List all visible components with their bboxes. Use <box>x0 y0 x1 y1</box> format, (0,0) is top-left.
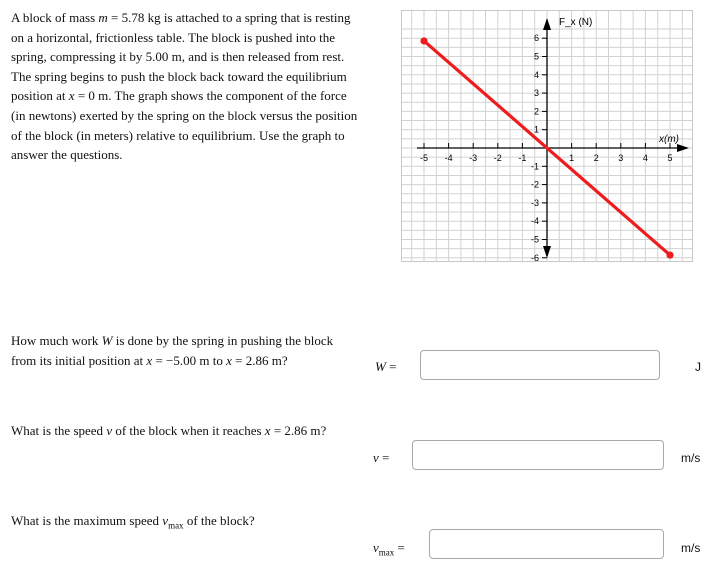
x-tick-label: 1 <box>569 153 575 163</box>
max-speed-unit: m/s <box>681 541 701 555</box>
speed-label: v = <box>373 450 390 465</box>
max-speed-answer-input[interactable] <box>429 529 664 559</box>
y-tick-label: -3 <box>530 197 539 208</box>
work-unit: J <box>695 360 701 374</box>
work-label: W = <box>375 359 397 374</box>
x-tick-label: 3 <box>618 153 624 163</box>
x-tick-label: -5 <box>419 153 429 163</box>
y-axis-label: F_x (N) <box>559 17 593 28</box>
y-tick-label: -2 <box>530 179 539 190</box>
x-axis-label: x(m) <box>659 134 679 145</box>
max-speed-label: $v_{max}$ = <box>373 540 405 558</box>
x-tick-label: -3 <box>469 153 478 163</box>
force-line-endpoint <box>420 37 427 44</box>
x-tick-label: -2 <box>493 153 502 163</box>
y-tick-label: 2 <box>533 106 539 117</box>
x-tick-label: -4 <box>444 153 453 163</box>
y-tick-label: 6 <box>533 33 539 44</box>
question-work: How much work W is done by the spring in pushing the block from its initial position at x = −5.00 m to x = 2.86 m? <box>11 333 334 368</box>
y-tick-label: 1 <box>533 124 539 135</box>
x-tick-label: -1 <box>518 153 527 163</box>
force-position-graph <box>401 10 693 262</box>
y-tick-label: -1 <box>530 161 539 172</box>
question-max-speed: What is the maximum speed $v_{max}$ of the block? <box>11 513 255 531</box>
y-tick-label: -4 <box>530 216 539 227</box>
force-line-endpoint <box>666 251 673 258</box>
y-tick-label: 4 <box>533 69 539 80</box>
y-tick-label: 5 <box>533 51 539 62</box>
x-tick-label: 5 <box>667 153 673 163</box>
x-tick-label: 2 <box>593 153 599 163</box>
x-tick-label: 4 <box>642 153 648 163</box>
work-answer-input[interactable] <box>420 350 660 380</box>
y-tick-label: -5 <box>530 234 539 245</box>
speed-answer-input[interactable] <box>412 440 664 470</box>
y-tick-label: -6 <box>530 252 539 262</box>
problem-statement: A block of mass m = 5.78 kg is attached to a spring that is resting on a horizontal, frictionless table. The block is pushed into the spring, compressing it by 5.00 m, and is then released from rest. The spring begins to push the block back toward the equilibrium position at x = 0 m. The graph shows the component of the force (in newtons) exerted by the spring on the block versus the position of the block (in meters) relative to equilibrium. Use the graph to answer the questions. <box>11 10 358 163</box>
speed-unit: m/s <box>681 451 701 465</box>
y-tick-label: 3 <box>533 88 539 99</box>
question-speed: What is the speed v of the block when it reaches x = 2.86 m? <box>11 423 327 438</box>
